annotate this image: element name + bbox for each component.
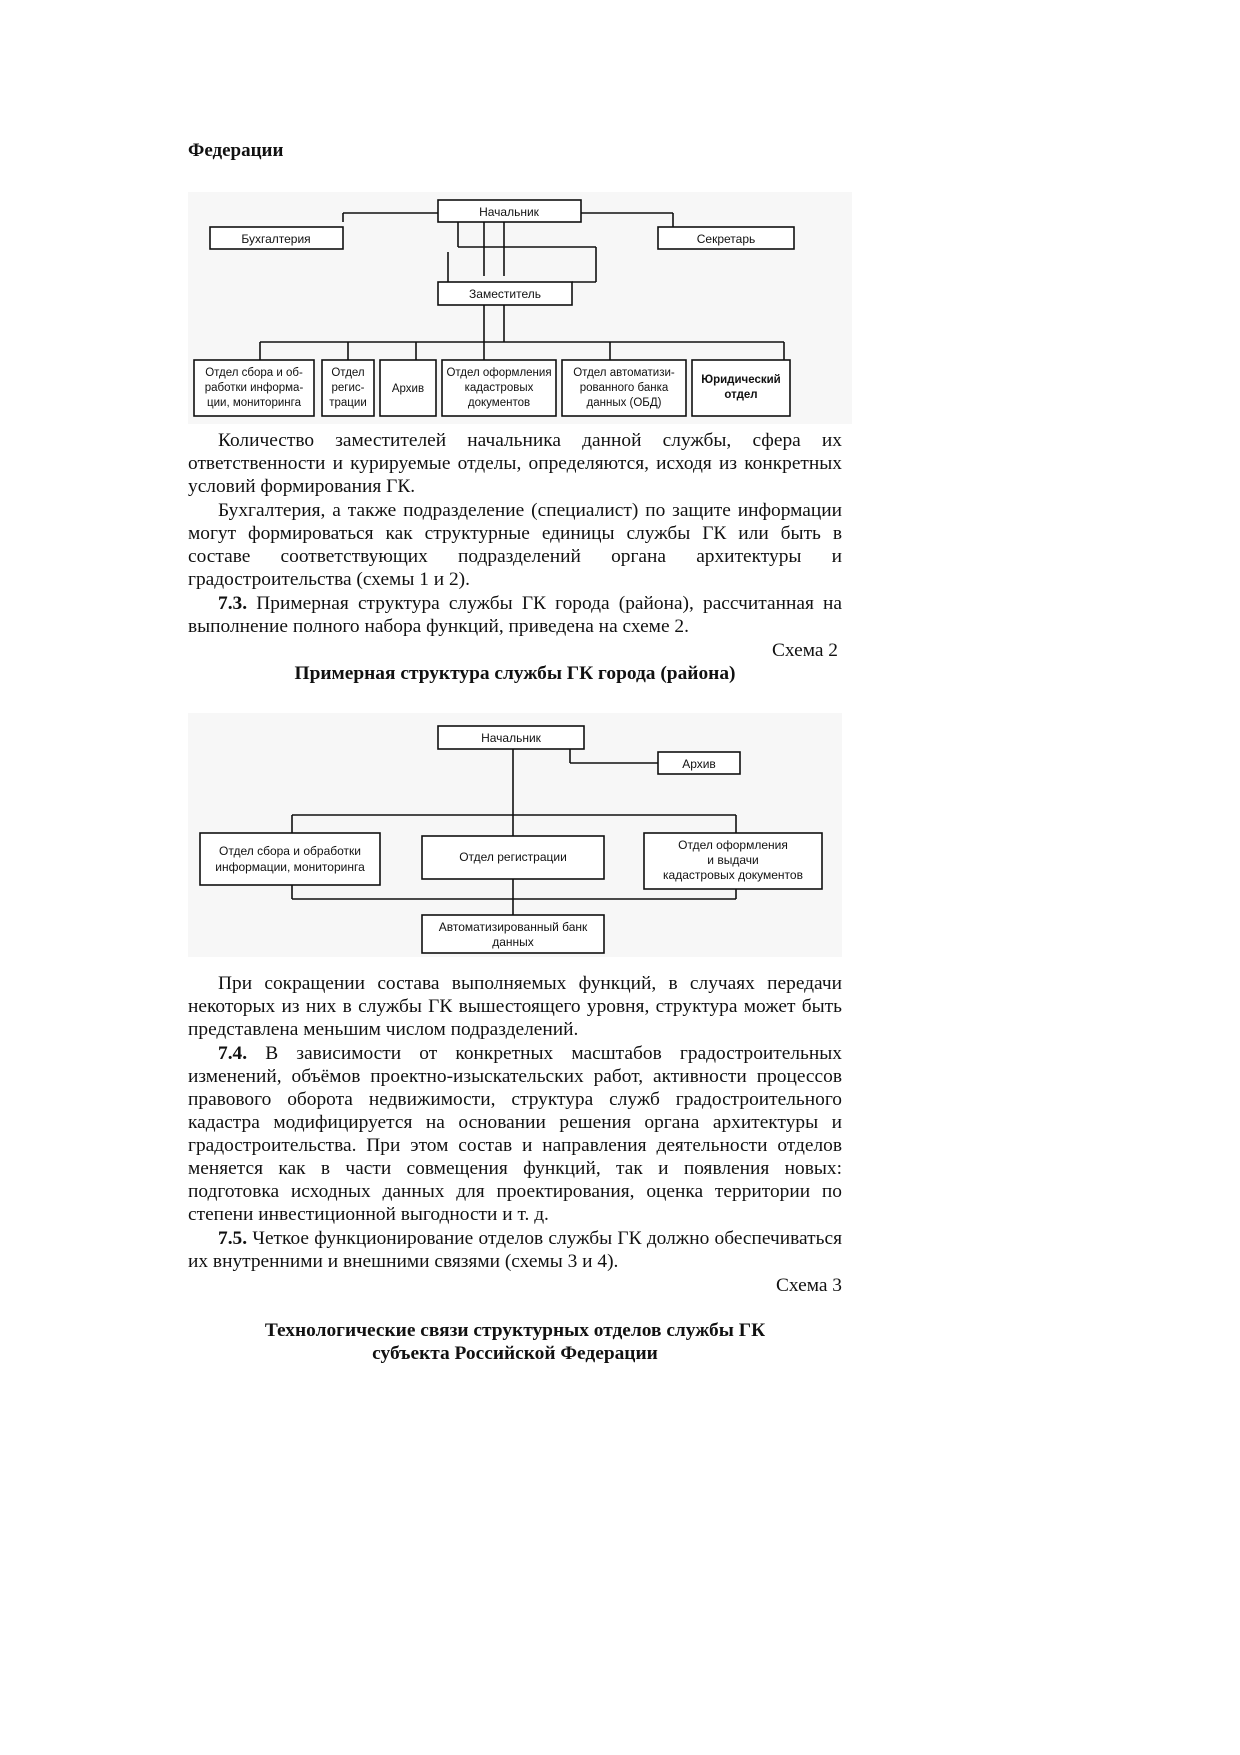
paragraph: Бухгалтерия, а также подразделение (специалист) по защите информации могут формироваться как структурные единицы службы ГК или быть в составе соответствующих подразделений органа архитектуры и градостроительства (схемы 1 и 2).: [188, 500, 842, 590]
scheme1-dept5-line3: данных (ОБД): [586, 397, 662, 409]
scheme1-dept4-line3: документов: [467, 397, 531, 409]
scheme1-dept-database: [562, 360, 686, 416]
scheme3-label: Схема 3: [775, 1275, 842, 1296]
scheme1-dept2-line3: трации: [329, 397, 367, 409]
scheme1-box-deputy: [438, 282, 572, 305]
scheme1-dept1-line1: Отдел сбора и об-: [205, 367, 303, 379]
scheme2-head-label: Начальник: [481, 731, 541, 745]
scheme2-label: Схема 2: [771, 640, 838, 661]
scheme2-bank-line1: Автоматизированный банк: [438, 920, 588, 934]
scheme1-dept6-line2: отдел: [724, 389, 758, 401]
scheme2-dept3-line3: кадастровых документов: [663, 868, 803, 882]
scheme3-title-line1: Технологические связи структурных отделов службы ГК: [264, 1320, 766, 1341]
paragraph: 7.3. Примерная структура службы ГК города (района), рассчитанная на выполнение полного набора функций, приведена на схеме 2.: [188, 593, 842, 637]
scheme2-dept-cadastral-docs: [644, 833, 822, 889]
scheme2-title: Примерная структура службы ГК города (района): [294, 663, 736, 684]
scheme2-archive-label: Архив: [682, 757, 716, 771]
scheme1-secretary-label: Секретарь: [696, 232, 756, 246]
scheme3-title-line2: субъекта Российской Федерации: [372, 1343, 658, 1364]
paragraph: Количество заместителей начальника данной службы, сфера их ответственности и курируемые отделы, определяются, исходя из конкретных условий формирования ГК.: [188, 430, 842, 497]
scheme2-box-archive: [658, 752, 740, 774]
text-block-2: [188, 972, 842, 1365]
scheme1-box-secretary: [658, 227, 794, 249]
scheme1-dept3-line1: Архив: [391, 383, 425, 395]
scheme1-box-head: [438, 200, 581, 222]
scheme2-box-head: [438, 726, 584, 749]
scheme1-dept1-line2: работки информа-: [204, 382, 304, 394]
scheme2-dept1-line2: информации, мониторинга: [215, 860, 365, 874]
scheme2-dept-registration: [422, 836, 604, 879]
scheme1-dept-cadastral-docs: [442, 360, 556, 416]
paragraph: 7.5. Четкое функционирование отделов службы ГК должно обеспечиваться их внутренними и внешними связями (схемы 3 и 4).: [188, 1228, 842, 1272]
paragraph: 7.4. В зависимости от конкретных масштабов градостроительных изменений, объёмов проектно-изыскательских работ, активности процессов правового оборота недвижимости, структура служб градостроительного кадастра модифицируется на основании решения органа архитектуры и градостроительства. При этом состав и направления деятельности отделов меняется как в части совмещения функций, так и появления новых: подготовка исходных данных для проектирования, оценка территории по степени инвестиционной выгодности и т. д.: [188, 1043, 842, 1225]
scheme2-box-bank: [422, 915, 604, 953]
scheme1-dept-archive: [380, 360, 436, 416]
scheme2-bank-line2: данных: [492, 935, 534, 949]
scheme1-dept2-line2: регис-: [331, 382, 365, 394]
paragraph: При сокращении состава выполняемых функций, в случаях передачи некоторых из них в службы ГК вышестоящего уровня, структура может быть представлена меньшим числом подразделений.: [188, 973, 842, 1040]
scheme1-dept-collection: [194, 360, 314, 416]
document-page: [188, 140, 842, 1365]
scheme2-dept-collection: [200, 833, 380, 885]
scheme1-deputy-label: Заместитель: [469, 287, 541, 301]
scheme2-diagram: [188, 713, 842, 957]
scheme2-dept2-line1: Отдел регистрации: [459, 850, 567, 864]
scheme1-dept4-line2: кадастровых: [464, 382, 534, 394]
scheme2-dept3-line1: Отдел оформления: [678, 838, 788, 852]
scheme1-head-label: Начальник: [479, 205, 539, 219]
scheme2-dept1-line1: Отдел сбора и обработки: [219, 844, 361, 858]
section-heading: Федерации: [188, 140, 284, 161]
scheme2-dept3-line2: и выдачи: [707, 853, 759, 867]
scheme1-dept6-line1: Юридический: [701, 374, 781, 386]
scheme1-dept5-line2: рованного банка: [579, 382, 669, 394]
text-block-1: [188, 429, 842, 685]
scheme1-diagram: [188, 192, 852, 424]
scheme1-accounting-label: Бухгалтерия: [241, 232, 311, 246]
scheme1-dept5-line1: Отдел автоматизи-: [573, 367, 675, 379]
scheme1-dept-legal: [692, 360, 790, 416]
scheme1-dept2-line1: Отдел: [331, 367, 365, 379]
scheme1-dept1-line3: ции, мониторинга: [207, 397, 301, 409]
scheme1-box-accounting: [210, 227, 343, 249]
scheme1-dept-registration: [322, 360, 374, 416]
scheme1-dept4-line1: Отдел оформления: [446, 367, 552, 379]
